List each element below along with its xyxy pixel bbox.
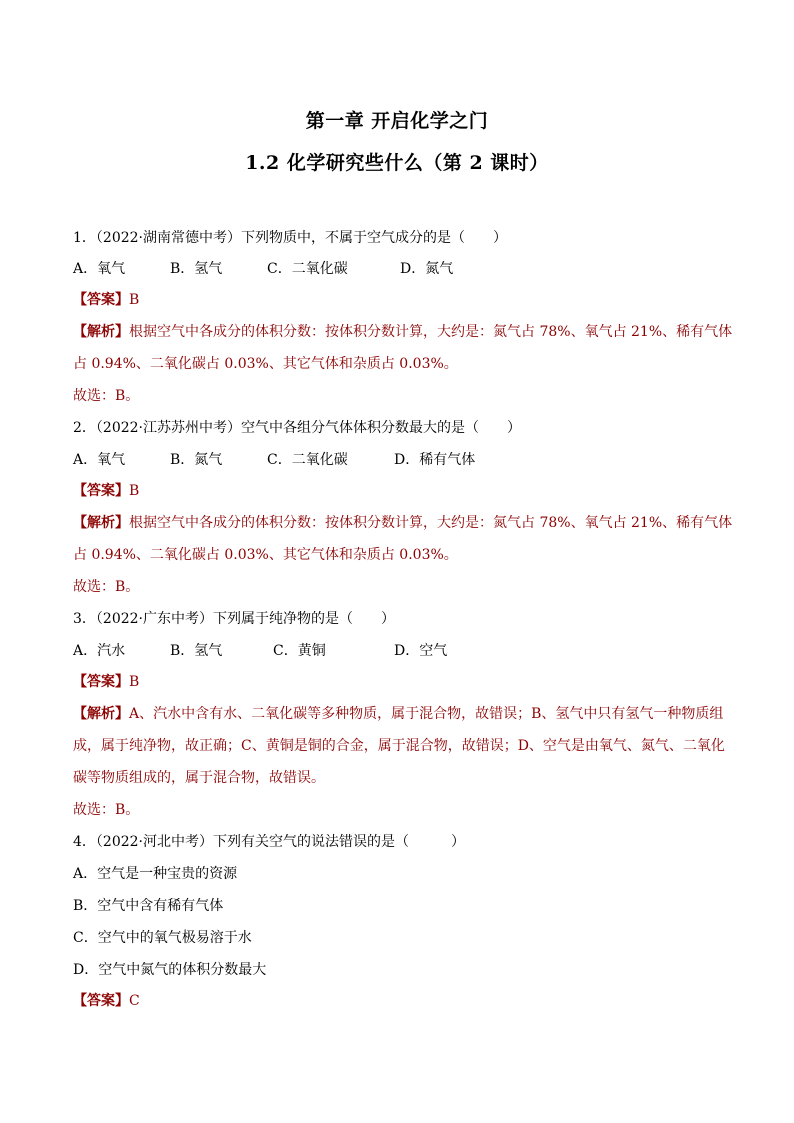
question-1-option-c: C．二氧化碳: [267, 261, 348, 277]
answer-value: C: [129, 993, 140, 1009]
question-2-conclusion: 故选：B。: [73, 579, 140, 595]
chapter-title: 第一章 开启化学之门: [305, 110, 489, 132]
answer-tag: 【答案】: [73, 993, 129, 1009]
question-1-conclusion: 故选：B。: [73, 388, 140, 404]
question-3-analysis-line-1: [73, 704, 723, 724]
question-1-option-b: B．氢气: [170, 261, 223, 277]
question-2-analysis-line-2: 占 0.94%、二氧化碳占 0.03%、其它气体和杂质占 0.03%。: [73, 547, 458, 563]
question-4-answer: [73, 991, 140, 1011]
answer-value: B: [129, 674, 140, 690]
answer-tag: 【答案】: [73, 674, 129, 690]
question-4-option-c: C．空气中的氧气极易溶于水: [73, 930, 252, 946]
question-3-option-a: A．汽水: [73, 643, 126, 659]
question-1-answer: [73, 290, 139, 310]
analysis-tag: 【解析】: [73, 706, 129, 722]
question-3-stem: 3．（2022·广东中考）下列属于纯净物的是（ ）: [73, 611, 395, 627]
answer-value: B: [129, 483, 140, 499]
analysis-text: A、汽水中含有水、二氧化碳等多种物质，属于混合物，故错误；B、氢气中只有氢气一种物质组: [129, 706, 724, 722]
question-4-option-a: A．空气是一种宝贵的资源: [73, 866, 238, 882]
question-1-option-a: A．氧气: [73, 261, 126, 277]
question-3-option-d: D．空气: [394, 643, 448, 659]
question-4-stem: 4．（2022·河北中考）下列有关空气的说法错误的是（ ）: [73, 834, 465, 850]
question-2-option-b: B．氮气: [170, 452, 223, 468]
question-1-analysis-line-1: [73, 322, 732, 342]
question-3-analysis-line-3: 碳等物质组成的，属于混合物，故错误。: [73, 770, 325, 786]
question-2-analysis-line-1: [73, 513, 732, 533]
question-1-analysis-line-2: 占 0.94%、二氧化碳占 0.03%、其它气体和杂质占 0.03%。: [73, 356, 458, 372]
analysis-tag: 【解析】: [73, 515, 129, 531]
analysis-text: 根据空气中各成分的体积分数：按体积分数计算，大约是：氮气占 78%、氧气占 21%、稀有气体: [129, 324, 733, 340]
question-3-option-c: C．黄铜: [273, 643, 326, 659]
question-4-option-d: D．空气中氮气的体积分数最大: [73, 962, 267, 978]
question-2-stem: 2．（2022·江苏苏州中考）空气中各组分气体体积分数最大的是（ ）: [73, 420, 521, 436]
answer-tag: 【答案】: [73, 292, 129, 308]
question-3-option-b: B．氢气: [170, 643, 223, 659]
question-4-option-b: B．空气中含有稀有气体: [73, 898, 224, 914]
question-3-conclusion: 故选：B。: [73, 802, 140, 818]
analysis-text: 根据空气中各成分的体积分数：按体积分数计算，大约是：氮气占 78%、氧气占 21%、稀有气体: [129, 515, 733, 531]
question-2-option-c: C．二氧化碳: [267, 452, 348, 468]
answer-value: B: [129, 292, 140, 308]
question-3-answer: [73, 672, 139, 692]
question-3-analysis-line-2: 成，属于纯净物，故正确；C、黄铜是铜的合金，属于混合物，故错误；D、空气是由氧气、氮气、二氧化: [73, 738, 725, 754]
question-2-answer: [73, 481, 139, 501]
question-1-option-d: D．氮气: [400, 261, 454, 277]
answer-tag: 【答案】: [73, 483, 129, 499]
question-2-option-a: A．氧气: [73, 452, 126, 468]
question-2-option-d: D．稀有气体: [394, 452, 476, 468]
question-1-stem: 1．（2022·湖南常德中考）下列物质中，不属于空气成分的是（ ）: [73, 230, 507, 246]
lesson-title: 1.2 化学研究些什么（第 2 课时）: [245, 152, 549, 174]
analysis-tag: 【解析】: [73, 324, 129, 340]
